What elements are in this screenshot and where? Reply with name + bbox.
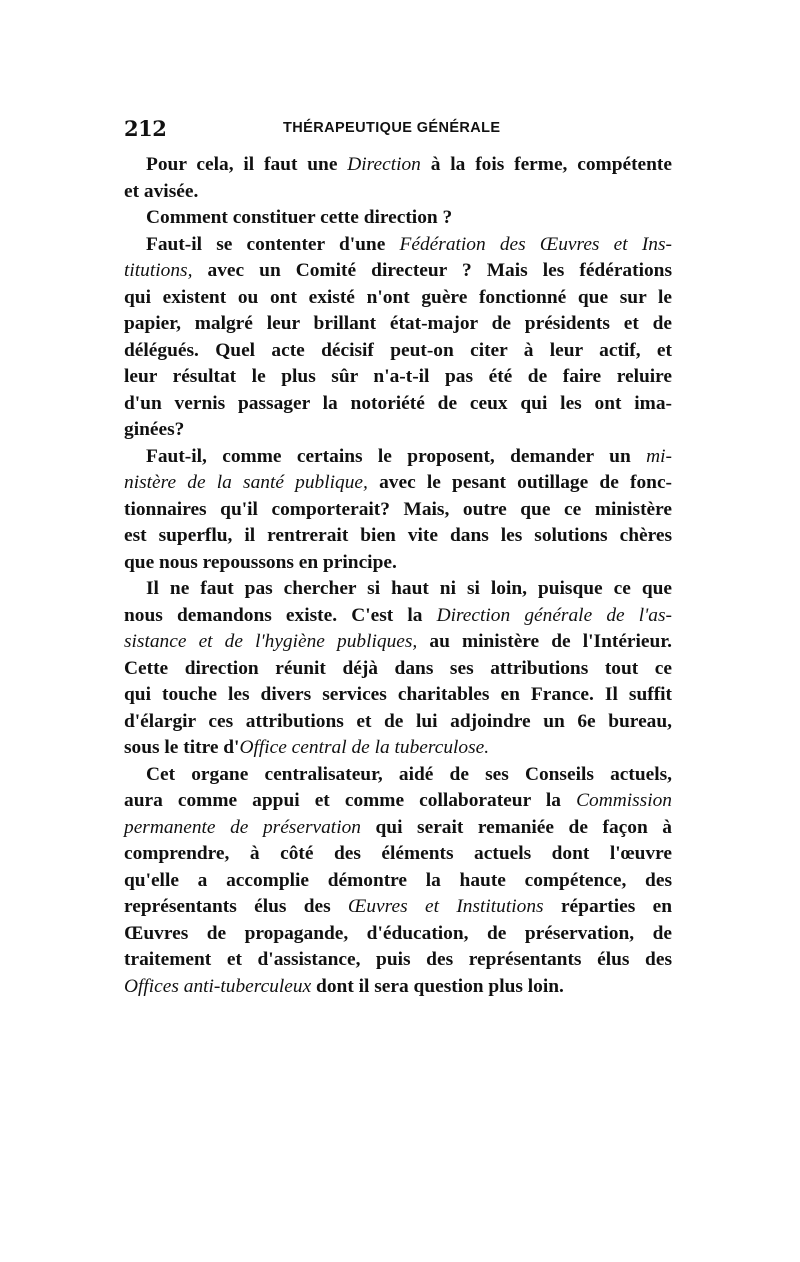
text-line — [124, 947, 672, 974]
text-line — [124, 841, 672, 868]
text-segment: qui existent ou ont existé n'ont guère fonctionné que sur le — [124, 286, 672, 308]
paragraph — [124, 576, 672, 762]
text-line — [124, 497, 672, 524]
text-segment: et avisée. — [124, 180, 199, 202]
text-line — [124, 709, 672, 736]
text-line — [124, 603, 672, 630]
paragraph — [124, 152, 672, 205]
paragraph — [124, 762, 672, 1001]
text-segment: au ministère de l'Intérieur. — [417, 631, 672, 652]
text-segment: qu'elle a accomplie démontre la haute compétence, des — [124, 869, 672, 891]
text-segment: Faut-il, comme certains le proposent, demander un — [146, 445, 647, 467]
text-line — [124, 232, 672, 259]
text-line — [124, 656, 672, 683]
running-head: THÉRAPEUTIQUE GÉNÉRALE — [283, 120, 501, 136]
paragraph — [124, 232, 672, 444]
text-segment: délégués. Quel acte décisif peut-on citer à leur actif, et — [124, 339, 672, 361]
italic-segment: Offices anti-tuberculeux — [124, 975, 312, 997]
text-segment: représentants élus des — [124, 896, 349, 917]
text-segment: ginées? — [124, 419, 185, 440]
text-line — [124, 338, 672, 365]
italic-segment: Commission — [576, 790, 672, 811]
text-segment: aura comme appui et comme collaborateur la — [124, 790, 577, 811]
italic-segment: mi- — [646, 445, 672, 467]
italic-segment: Direction générale de l'as- — [436, 604, 672, 626]
text-line — [124, 550, 672, 577]
text-line — [124, 974, 672, 1001]
text-line — [124, 735, 672, 762]
text-segment: Comment constituer cette direction ? — [146, 207, 453, 228]
text-segment: Il ne faut pas chercher si haut ni si loin, puisque ce que — [146, 578, 672, 599]
text-line — [124, 523, 672, 550]
text-line — [124, 258, 672, 285]
paragraph — [124, 444, 672, 577]
text-segment: leur résultat le plus sûr n'a-t-il pas été de faire reluire — [124, 366, 672, 387]
text-segment: réparties en — [543, 896, 672, 917]
italic-segment: Office central de la tuberculose. — [239, 737, 490, 758]
text-segment: d'élargir ces attributions et de lui adjoindre un 6e bureau, — [124, 710, 672, 732]
text-segment: Cette direction réunit déjà dans ses attributions tout ce — [124, 657, 672, 679]
text-line — [124, 152, 672, 179]
text-line — [124, 391, 672, 418]
italic-segment: titutions, — [124, 260, 193, 281]
text-line — [124, 815, 672, 842]
text-line — [124, 921, 672, 948]
italic-segment: Fédération des Œuvres et Ins- — [399, 233, 672, 255]
italic-segment: nistère de la santé publique, — [124, 472, 368, 493]
text-segment: dont il sera question plus loin. — [311, 975, 564, 997]
text-segment: Faut-il se contenter d'une — [146, 233, 400, 255]
text-segment: à la fois ferme, compétente — [420, 154, 672, 175]
text-segment: est superflu, il rentrerait bien vite dans les solutions chères — [124, 525, 672, 546]
text-segment: Pour cela, il faut une — [146, 154, 348, 175]
text-line — [124, 417, 672, 444]
text-line — [124, 205, 672, 232]
text-segment: comprendre, à côté des éléments actuels dont l'œuvre — [124, 843, 672, 864]
text-line — [124, 179, 672, 206]
page-number: 212 — [124, 116, 167, 141]
text-segment: d'un vernis passager la notoriété de ceux qui les ont ima- — [124, 392, 672, 414]
text-line — [124, 576, 672, 603]
text-line — [124, 311, 672, 338]
text-line — [124, 788, 672, 815]
body-text — [124, 152, 672, 1000]
text-segment: qui serait remaniée de façon à — [360, 816, 672, 838]
text-line — [124, 682, 672, 709]
text-segment: avec un Comité directeur ? Mais les fédérations — [192, 260, 672, 281]
text-line — [124, 285, 672, 312]
text-segment: papier, malgré leur brillant état-major de présidents et de — [124, 313, 672, 334]
text-segment: que nous repoussons en principe. — [124, 551, 397, 573]
text-line — [124, 470, 672, 497]
text-line — [124, 629, 672, 656]
text-line — [124, 762, 672, 789]
italic-segment: sistance et de l'hygiène publiques, — [124, 631, 418, 652]
text-line — [124, 868, 672, 895]
italic-segment: Œuvres et Institutions — [348, 896, 544, 917]
text-line — [124, 364, 672, 391]
text-segment: qui touche les divers services charitables en France. Il suffit — [124, 684, 672, 705]
text-segment: traitement et d'assistance, puis des représentants élus des — [124, 949, 672, 970]
text-segment: sous le titre d' — [124, 737, 240, 758]
paragraph — [124, 205, 672, 232]
italic-segment: permanente de préservation — [124, 816, 361, 838]
text-segment: nous demandons existe. C'est la — [124, 604, 437, 626]
text-segment: tionnaires qu'il comporterait? Mais, outre que ce ministère — [124, 498, 672, 520]
text-segment: Œuvres de propagande, d'éducation, de préservation, de — [124, 922, 672, 944]
italic-segment: Direction — [347, 154, 421, 175]
text-line — [124, 894, 672, 921]
text-segment: avec le pesant outillage de fonc- — [367, 472, 673, 493]
text-segment: Cet organe centralisateur, aidé de ses Conseils actuels, — [146, 763, 672, 785]
text-line — [124, 444, 672, 471]
